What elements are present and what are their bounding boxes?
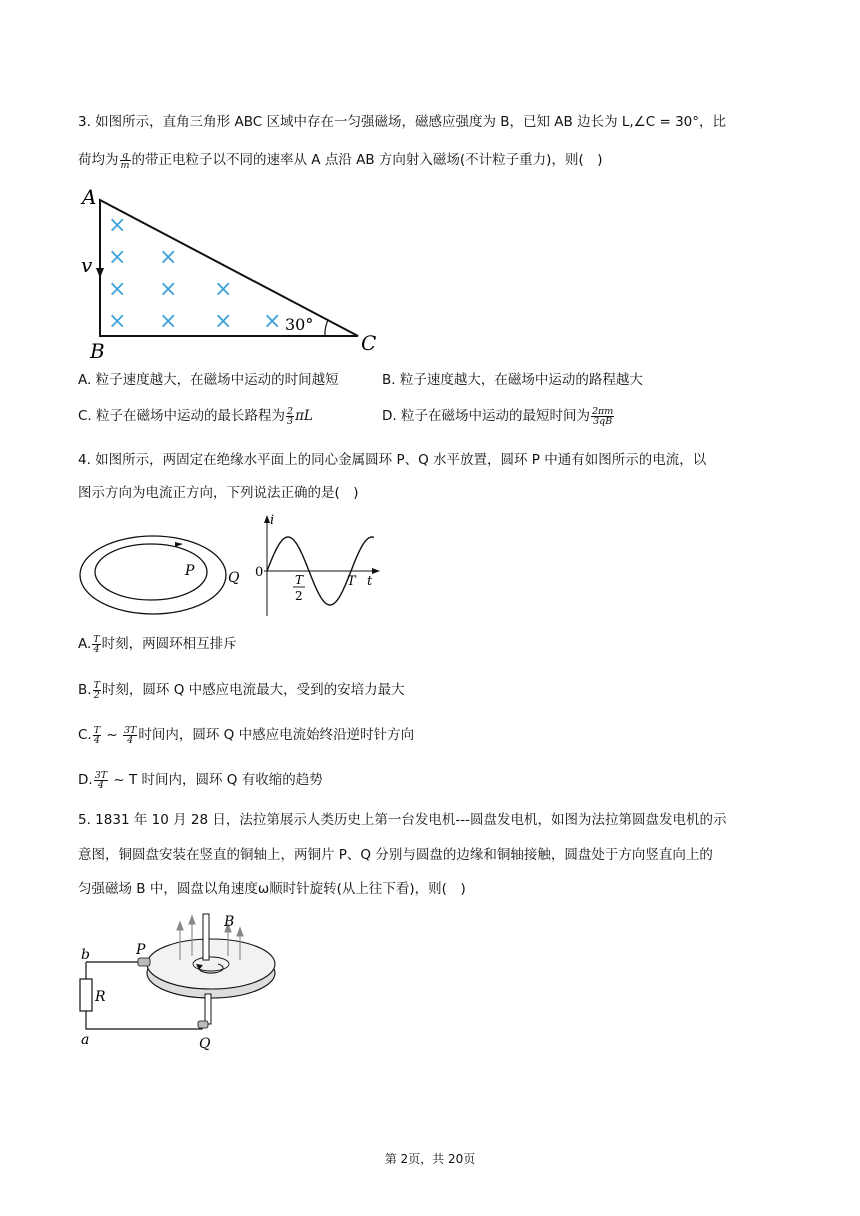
q3-option-d: D. 粒子在磁场中运动的最短时间为 $\frac{2\pi m}{3qB}$ <box>382 405 614 427</box>
angle-label: 30° <box>285 315 314 334</box>
velocity-label: v <box>81 253 93 277</box>
origin-label: 0 <box>255 565 264 580</box>
vertex-b-label: B <box>90 339 105 363</box>
vertex-a-label: A <box>82 185 97 209</box>
vertex-c-label: C <box>361 331 377 355</box>
page-footer: 第 2页，共 20页 <box>384 1152 476 1166</box>
q3-option-b: B. 粒子速度越大，在磁场中运动的路程越大 <box>382 372 643 388</box>
q3-option-a: A. 粒子速度越大，在磁场中运动的时间越短 <box>78 372 339 388</box>
field-mark: × <box>214 277 233 302</box>
q5-disc-generator-figure <box>78 908 298 1058</box>
resistor-label: R <box>95 989 106 1005</box>
axis-i-label: i <box>270 513 275 528</box>
ring-p-label: P <box>185 563 195 579</box>
field-mark: × <box>108 309 127 334</box>
field-mark: × <box>159 277 178 302</box>
q4-line1: 4. 如图所示，两固定在绝缘水平面上的同心金属圆环 P、Q 水平放置，圆环 P 中通有如图所示的电流，以 <box>78 452 707 468</box>
terminal-a-label: a <box>81 1032 90 1048</box>
q3-line2: 荷均为 $\frac{q}{m}$ 的带正电粒子以不同的速率从 A 点沿 AB 方向射入磁场(不计粒子重力)，则( ) <box>78 149 603 171</box>
field-mark: × <box>263 309 282 334</box>
ring-q-label: Q <box>228 570 240 586</box>
q3-line1: 3. 如图所示，直角三角形 ABC 区域中存在一匀强磁场，磁感应强度为 B，已知 AB 边长为 L,∠C = 30°，比 <box>78 114 727 130</box>
q5-line1: 5. 1831 年 10 月 28 日，法拉第展示人类历史上第一台发电机---圆盘发电机，如图为法拉第圆盘发电机的示 <box>78 812 727 828</box>
q-over-m-fraction: $\frac{q}{m}$ <box>120 149 130 171</box>
field-mark: × <box>108 277 127 302</box>
q3-option-c: C. 粒子在磁场中运动的最长路程为 $\frac{2}{3}$ πL <box>78 405 313 427</box>
q3-triangle-figure <box>78 184 388 364</box>
field-mark: × <box>159 245 178 270</box>
brush-p-label: P <box>136 942 146 958</box>
q4-line2: 图示方向为电流正方向，下列说法正确的是( ) <box>78 485 359 501</box>
q5-line3: 匀强磁场 B 中，圆盘以角速度ω顺时针旋转(从上往下看)，则( ) <box>78 881 466 897</box>
terminal-b-label: b <box>81 947 90 963</box>
axis-t-label: t <box>367 574 373 589</box>
q4-option-b: B. $\frac{T}{2}$ 时刻，圆环 Q 中感应电流最大，受到的安培力最大 <box>78 679 405 701</box>
q5-line2: 意图，铜圆盘安装在竖直的铜轴上，两铜片 P、Q 分别与圆盘的边缘和铜轴接触，圆盘处于方向竖直向上的 <box>78 847 713 863</box>
brush-q-label: Q <box>199 1036 211 1052</box>
field-mark: × <box>108 213 127 238</box>
tick-period-label: T <box>347 574 356 589</box>
q4-option-c: C. $\frac{T}{4}$ ~ $\frac{3T}{4}$ 时间内，圆环 Q 中感应电流始终沿逆时针方向 <box>78 724 415 746</box>
field-mark: × <box>108 245 127 270</box>
q4-rings-figure <box>78 526 258 622</box>
tick-half-period-den: 2 <box>295 589 303 603</box>
field-mark: × <box>159 309 178 334</box>
q4-option-d: D. $\frac{3T}{4}$ ~ T 时间内，圆环 Q 有收缩的趋势 <box>78 769 323 791</box>
field-b-label: B <box>224 914 235 930</box>
q4-current-graph <box>252 512 388 620</box>
tick-half-period-num: T <box>295 573 304 587</box>
q4-option-a: A. $\frac{T}{4}$ 时刻，两圆环相互排斥 <box>78 633 237 655</box>
field-mark: × <box>214 309 233 334</box>
